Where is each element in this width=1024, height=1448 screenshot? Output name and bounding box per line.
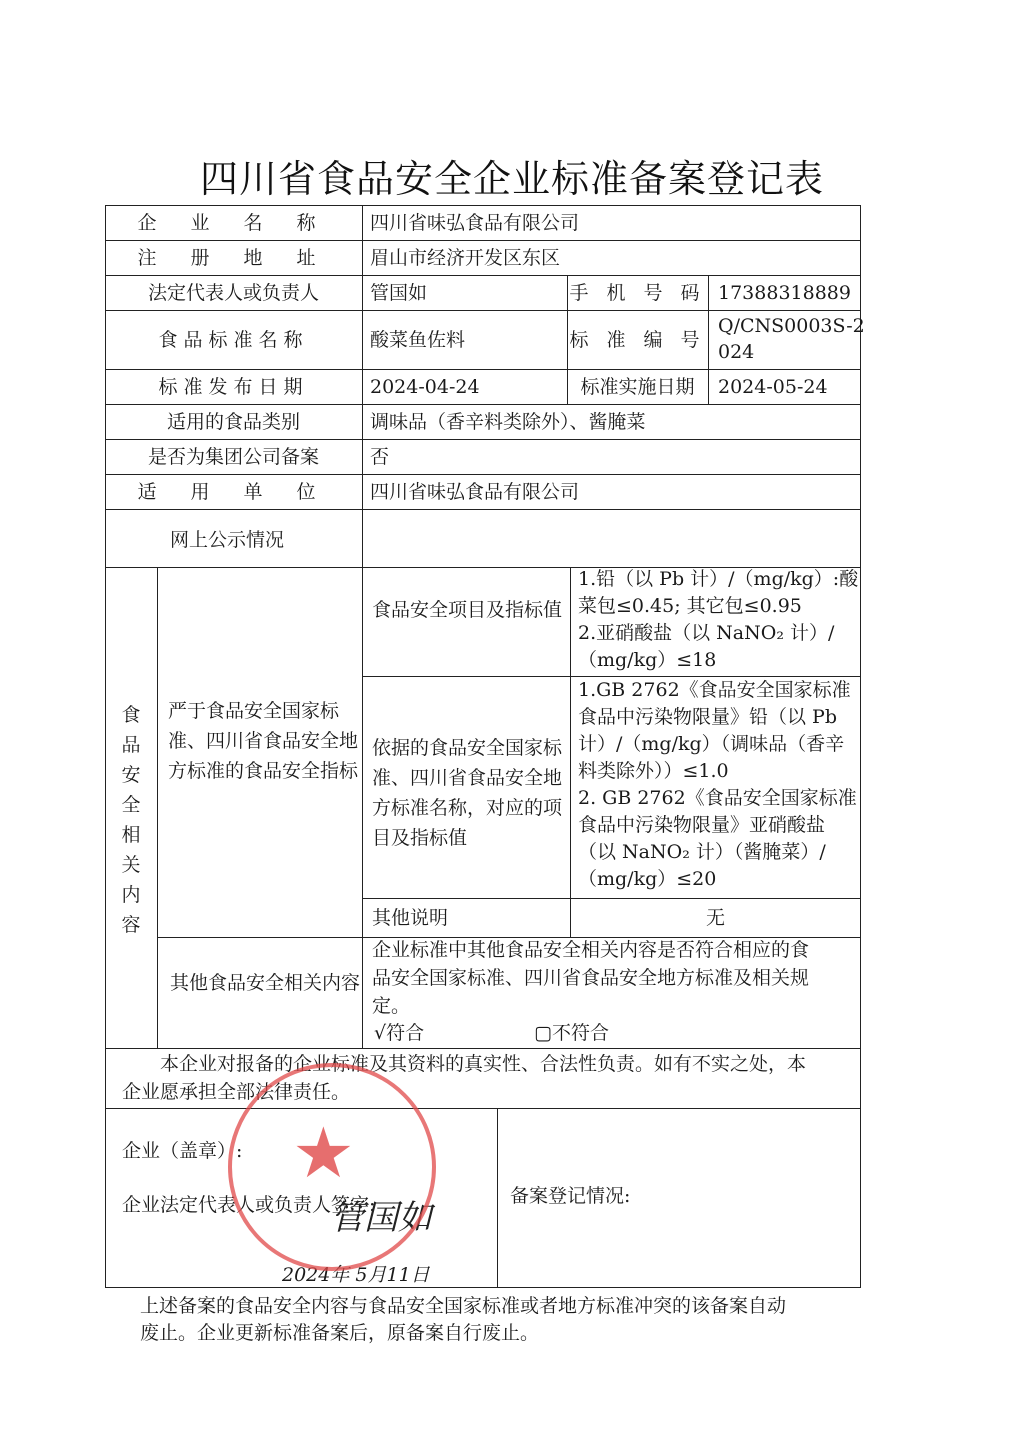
page-title: 四川省食品安全企业标准备案登记表 — [199, 157, 824, 201]
standard-name-label: 食品标准名称 — [158, 329, 309, 351]
col-divider — [157, 567, 158, 1048]
basis-line: 料类除外））≤1.0 — [578, 760, 729, 782]
implement-date-value: 2024-05-24 — [718, 376, 828, 398]
safety-item-line: （mg/kg）≤18 — [578, 649, 717, 671]
implement-date-label: 标准实施日期 — [580, 376, 695, 398]
row-divider — [105, 1108, 861, 1109]
phone-label: 手 机 号 码 — [569, 282, 706, 304]
row-divider — [105, 275, 861, 276]
company-name-value: 四川省味弘食品有限公司 — [370, 212, 580, 234]
other-note-label: 其他说明 — [372, 907, 449, 929]
col-divider — [362, 205, 363, 567]
other-note-value: 无 — [705, 907, 725, 929]
address-label: 注 册 地 址 — [137, 247, 330, 269]
row-divider — [105, 404, 861, 405]
sign-date: 2024年 5月11日 — [282, 1264, 430, 1286]
basis-line: 1.GB 2762《食品安全国家标准 — [578, 679, 851, 701]
standard-number-value: Q/CNS0003S-2 — [718, 315, 865, 337]
safety-items-label: 食品安全项目及指标值 — [372, 599, 563, 621]
applicable-unit-label: 适 用 单 位 — [137, 481, 330, 503]
col-divider — [570, 567, 571, 937]
applicable-unit-value: 四川省味弘食品有限公司 — [370, 481, 580, 503]
other-safety-text: 企业标准中其他食品安全相关内容是否符合相应的食 — [372, 939, 810, 961]
col-divider — [497, 1108, 498, 1288]
basis-line: 食品中污染物限量》铅（以 Pb — [578, 706, 837, 728]
row-divider — [105, 369, 861, 370]
col-divider — [362, 567, 363, 1048]
safety-item-line: 2.亚硝酸盐（以 NaNO₂ 计）/ — [578, 622, 835, 644]
row-divider — [105, 439, 861, 440]
seal-star-icon: ★ — [292, 1112, 355, 1194]
basis-standard-label: 依据的食品安全国家标准、四川省食品安全地方标准名称，对应的项目及指标值 — [372, 737, 563, 849]
declaration-text: 企业愿承担全部法律责任。 — [122, 1081, 351, 1103]
basis-line: 食品中污染物限量》亚硝酸盐 — [578, 814, 826, 836]
row-divider — [105, 310, 861, 311]
row-divider — [105, 509, 861, 510]
standard-number-label: 标 准 编 号 — [569, 329, 706, 351]
food-category-label: 适用的食品类别 — [166, 411, 300, 433]
footer-note: 上述备案的食品安全内容与食品安全国家标准或者地方标准冲突的该备案自动 — [140, 1295, 787, 1317]
company-stamp-label: 企业（盖章）: — [122, 1140, 243, 1162]
standard-name-value: 酸菜鱼佐料 — [370, 329, 466, 351]
basis-line: 计）/（mg/kg）（调味品（香辛 — [578, 733, 845, 755]
standard-number-value-cont: 024 — [718, 341, 755, 363]
group-filing-value: 否 — [370, 446, 390, 468]
basis-line: （mg/kg）≤20 — [578, 868, 717, 890]
publish-date-label: 标准发布日期 — [158, 376, 309, 398]
online-publicity-label: 网上公示情况 — [170, 529, 285, 551]
footer-note: 废止。企业更新标准备案后，原备案自行废止。 — [140, 1322, 540, 1344]
safety-item-line: 菜包≤0.45; 其它包≤0.95 — [578, 595, 802, 617]
col-divider — [708, 275, 709, 404]
other-safety-label: 其他食品安全相关内容 — [170, 972, 361, 994]
safety-section-label: 食品安全相关内容 — [121, 704, 141, 936]
legal-rep-signature-label: 企业法定代表人或负责人签字: — [122, 1194, 376, 1216]
basis-line: 2. GB 2762《食品安全国家标准 — [578, 787, 857, 809]
row-divider — [105, 240, 861, 241]
row-divider — [105, 474, 861, 475]
publish-date-value: 2024-04-24 — [370, 376, 480, 398]
conform-checkbox[interactable]: √符合 — [374, 1022, 425, 1044]
handwritten-signature: 管国如 — [330, 1198, 432, 1238]
declaration-text: 本企业对报备的企业标准及其资料的真实性、合法性负责。如有不实之处，本 — [160, 1053, 807, 1075]
basis-line: （以 NaNO₂ 计）（酱腌菜）/ — [578, 841, 826, 863]
nonconform-checkbox[interactable]: ▢不符合 — [534, 1022, 609, 1044]
legal-rep-value: 管国如 — [370, 282, 428, 304]
row-divider — [105, 1048, 861, 1049]
group-filing-label: 是否为集团公司备案 — [147, 446, 319, 468]
stricter-indicators-label: 严于食品安全国家标准、四川省食品安全地方标准的食品安全指标 — [168, 700, 359, 782]
company-name-label: 企 业 名 称 — [137, 212, 330, 234]
other-safety-text: 定。 — [372, 995, 411, 1017]
food-category-value: 调味品（香辛料类除外）、酱腌菜 — [370, 411, 646, 433]
row-divider — [362, 898, 861, 899]
record-status-label: 备案登记情况: — [510, 1185, 631, 1207]
phone-value: 17388318889 — [718, 282, 851, 304]
other-safety-text: 品安全国家标准、四川省食品安全地方标准及相关规 — [372, 967, 810, 989]
address-value: 眉山市经济开发区东区 — [370, 247, 561, 269]
legal-rep-label: 法定代表人或负责人 — [147, 282, 319, 304]
safety-item-line: 1.铅（以 Pb 计）/（mg/kg）:酸 — [578, 568, 859, 590]
